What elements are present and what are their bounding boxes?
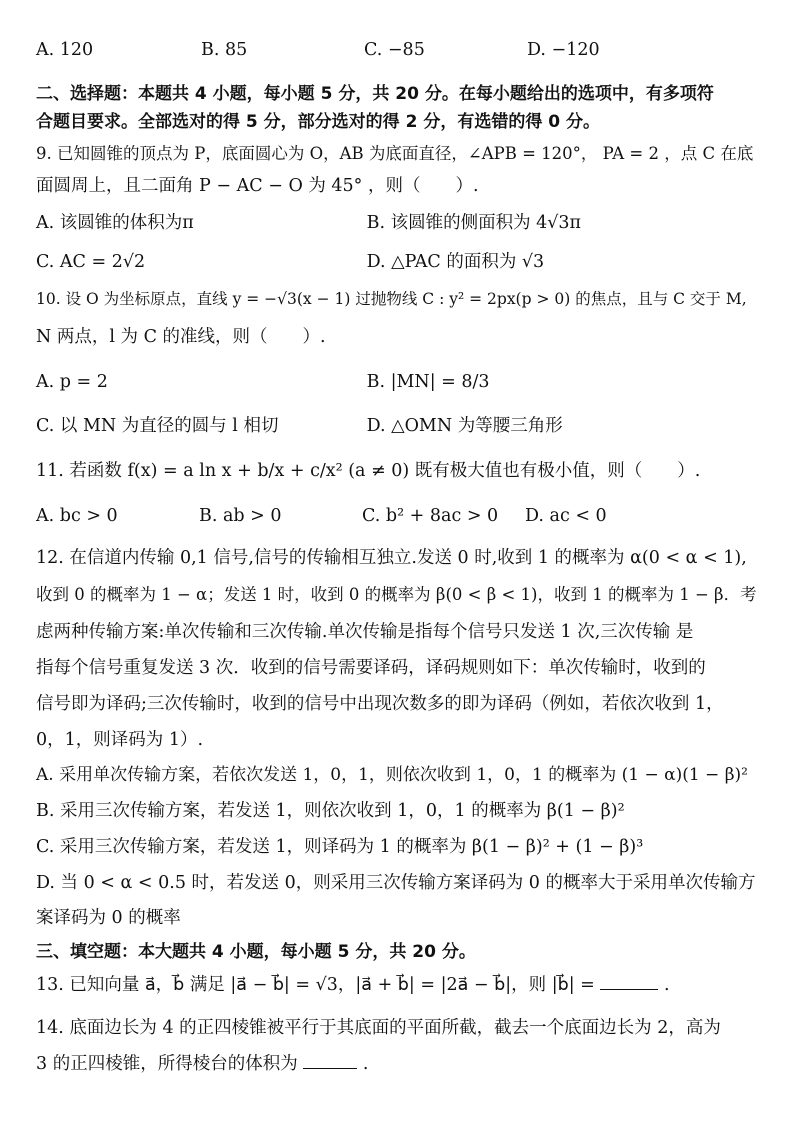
q12-option-a: A. 采用单次传输方案，若依次发送 1，0，1，则依次收到 1，0，1 的概率为 (1 − α)(1 − β)² <box>36 765 748 785</box>
q8-option-d: D. −120 <box>527 40 600 60</box>
q8-options <box>36 38 600 62</box>
q13-stem <box>36 973 670 997</box>
q9-option-b: B. 该圆锥的侧面积为 4√3π <box>366 213 582 233</box>
q9-options-row1 <box>36 211 581 235</box>
section2-line1: 二、选择题：本题共 4 小题，每小题 5 分，共 20 分。在每小题给出的选项中，有多项符 <box>36 84 714 104</box>
q8-option-b: B. 85 <box>201 40 248 60</box>
q12-stem-line1: 12. 在信道内传输 0,1 信号,信号的传输相互独立.发送 0 时,收到 1 的概率为 α(0 < α < 1), <box>36 548 747 568</box>
q12-stem-line6: 0，1，则译码为 1）. <box>36 730 204 750</box>
q12-option-d-line1: D. 当 0 < α < 0.5 时，若发送 0，则采用三次传输方案译码为 0 的概率大于采用单次传输方 <box>36 873 756 893</box>
q11-option-d: D. ac < 0 <box>525 506 607 526</box>
q13-end: . <box>664 975 670 995</box>
q14-stem-line2 <box>36 1052 368 1076</box>
q9-option-a: A. 该圆锥的体积为π <box>36 213 194 233</box>
q14-text: 3 的正四棱锥，所得棱台的体积为 <box>36 1054 298 1074</box>
q9-stem-line1: 9. 已知圆锥的顶点为 P，底面圆心为 O，AB 为底面直径，∠APB = 120°， PA = 2 ，点 C 在底 <box>36 144 754 163</box>
q11-stem: 11. 若函数 f(x) = a ln x + b/x + c/x² (a ≠ 0) 既有极大值也有极小值，则（ ）. <box>36 461 701 481</box>
q9-option-d: D. △PAC 的面积为 √3 <box>366 252 545 272</box>
section3-header: 三、填空题：本大题共 4 小题，每小题 5 分，共 20 分。 <box>36 942 476 962</box>
q14-end: . <box>362 1054 369 1074</box>
q10-stem-line1: 10. 设 O 为坐标原点，直线 y = −√3(x − 1) 过抛物线 C : y² = 2px(p > 0) 的焦点，且与 C 交于 M, <box>36 290 747 308</box>
q11-option-c: C. b² + 8ac > 0 <box>362 506 499 526</box>
q13-text: 13. 已知向量 a⃗，b⃗ 满足 |a⃗ − b⃗| = √3，|a⃗ + b⃗| = |2a⃗ − b⃗|，则 |b⃗| = <box>36 975 595 995</box>
q12-stem-line5: 信号即为译码;三次传输时，收到的信号中出现次数多的即为译码（例如，若依次收到 1， <box>36 694 724 714</box>
q8-option-a: A. 120 <box>36 40 94 60</box>
q12-stem-line4: 指每个信号重复发送 3 次．收到的信号需要译码，译码规则如下：单次传输时，收到的 <box>36 658 706 678</box>
q10-option-d: D. △OMN 为等腰三角形 <box>366 416 563 436</box>
q14-stem-line1: 14. 底面边长为 4 的正四棱锥被平行于其底面的平面所截，截去一个底面边长为 2，高为 <box>36 1018 721 1038</box>
q12-stem-line3: 虑两种传输方案:单次传输和三次传输.单次传输是指每个信号只发送 1 次,三次传输 是 <box>36 622 694 642</box>
q13-answer-blank[interactable] <box>600 973 658 990</box>
section2-line2: 合题目要求。全部选对的得 5 分，部分选对的得 2 分，有选错的得 0 分。 <box>36 112 600 132</box>
q12-stem-line2: 收到 0 的概率为 1 − α；发送 1 时，收到 0 的概率为 β(0 < β < 1)，收到 1 的概率为 1 − β．考 <box>36 585 757 604</box>
q12-option-b: B. 采用三次传输方案，若发送 1，则依次收到 1，0，1 的概率为 β(1 − β)² <box>36 801 625 821</box>
q14-answer-blank[interactable] <box>303 1052 357 1069</box>
q10-option-c: C. 以 MN 为直径的圆与 l 相切 <box>36 416 279 436</box>
q10-options-row1 <box>36 370 490 394</box>
q11-option-b: B. ab > 0 <box>199 506 282 526</box>
q9-stem-line2: 面圆周上，且二面角 P − AC − O 为 45° ，则（ ）. <box>36 176 479 196</box>
q11-options <box>36 504 607 528</box>
q11-option-a: A. bc > 0 <box>36 506 118 526</box>
q9-options-row2 <box>36 250 544 274</box>
q12-option-d-line2: 案译码为 0 的概率 <box>36 908 181 928</box>
q12-option-c: C. 采用三次传输方案，若发送 1，则译码为 1 的概率为 β(1 − β)² + (1 − β)³ <box>36 837 644 857</box>
q9-option-c: C. AC = 2√2 <box>36 252 146 272</box>
q10-stem-line2: N 两点，l 为 C 的准线，则（ ）. <box>36 327 326 347</box>
q8-option-c: C. −85 <box>364 40 425 60</box>
q10-option-b: B. |MN| = 8/3 <box>366 372 490 392</box>
q10-option-a: A. p = 2 <box>36 372 108 392</box>
q10-options-row2 <box>36 414 563 438</box>
